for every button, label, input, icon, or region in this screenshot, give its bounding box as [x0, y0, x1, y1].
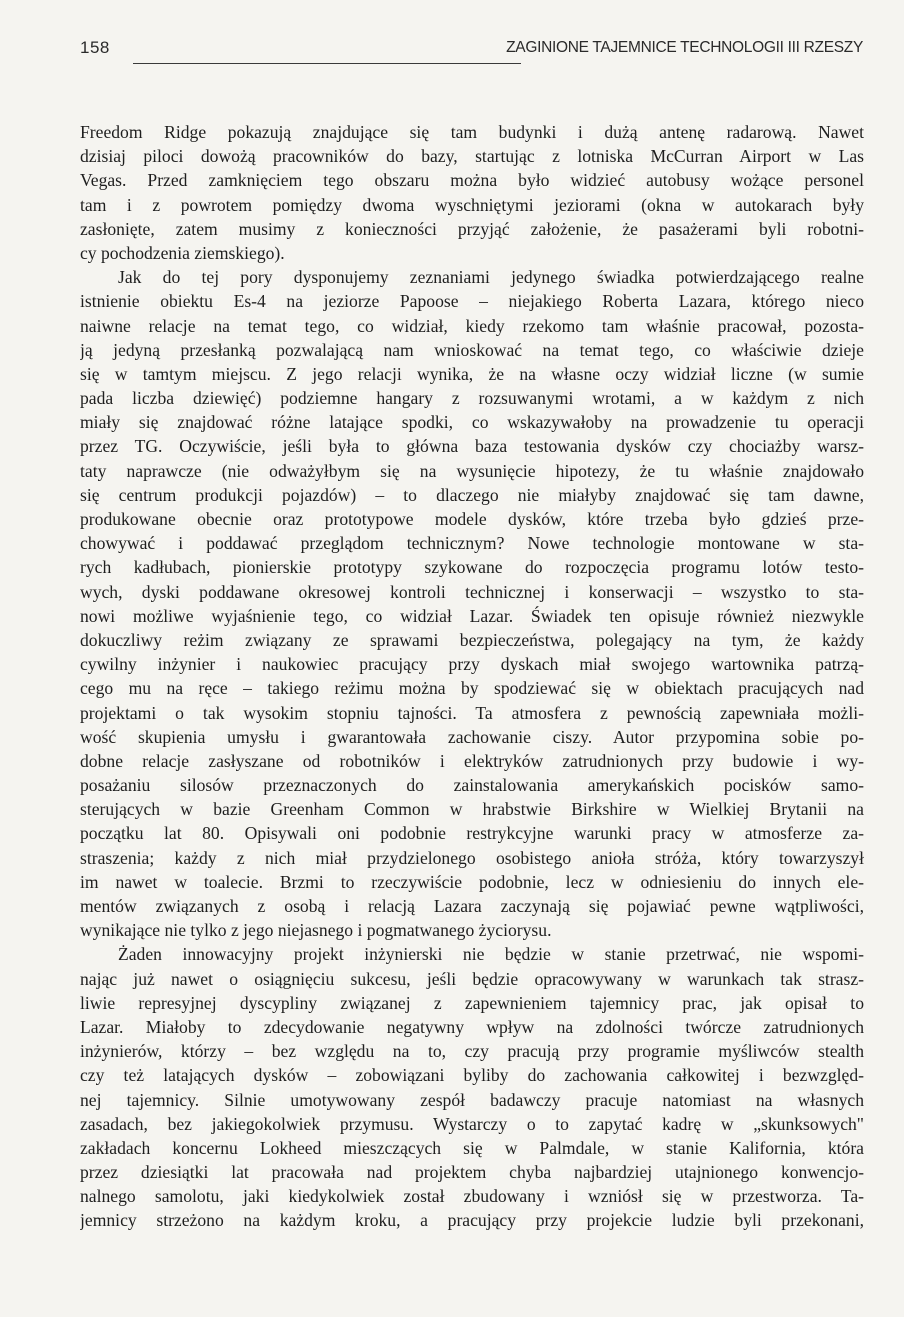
text-line: cego mu na ręce – takiego reżimu można by spodziewać się w obiektach pracujących nad [80, 678, 864, 699]
text-line: rych kadłubach, pionierskie prototypy szykowane do rozpoczęcia programu lotów testo- [80, 557, 864, 578]
text-line: czy też latających dysków – zobowiązani byliby do zachowania całkowitej i bezwzględ- [80, 1065, 864, 1086]
text-line: nalnego samolotu, jaki kiedykolwiek został zbudowany i wzniósł się w przestworza. Ta- [80, 1186, 864, 1207]
page-header [80, 38, 863, 64]
text-line: wynikające nie tylko z jego niejasnego i pogmatwanego życiorysu. [80, 920, 552, 941]
text-line: miały się znajdować różne latające spodki, co wskazywałoby na prowadzenie tu operacji [80, 412, 864, 433]
text-line: cy pochodzenia ziemskiego). [80, 242, 285, 263]
text-line: nając już nawet o osiągnięciu sukcesu, jeśli będzie opracowywany w warunkach tak strasz- [80, 968, 864, 989]
text-line: pada liczba dziewięć) podziemne hangary z rozsuwanymi wrotami, a w każdym z nich [80, 388, 864, 409]
text-line: ją jedyną przesłanką pozwalającą nam wnioskować na temat tego, co właściwie dzieje [80, 339, 864, 360]
text-line: zasłonięte, zatem musimy z konieczności przyjąć założenie, że pasażerami byli robotni- [80, 218, 864, 239]
body-text [80, 120, 864, 1233]
text-line: sterujących w bazie Greenham Common w hrabstwie Birkshire w Wielkiej Brytanii na [80, 799, 864, 820]
text-line: się centrum produkcji pojazdów) – to dlaczego nie miałyby znajdować się tam dawne, [80, 484, 864, 505]
text-line: naiwne relacje na temat tego, co widział, kiedy rzekomo tam właśnie pracował, pozosta- [80, 315, 864, 336]
header-rule [133, 63, 521, 64]
text-line: początku lat 80. Opisywali oni podobnie restrykcyjne warunki pracy w atmosferze za- [80, 823, 864, 844]
text-line: im nawet w toalecie. Brzmi to rzeczywiście podobnie, lecz w odniesieniu do innych ele- [80, 871, 864, 892]
text-line: produkowane obecnie oraz prototypowe modele dysków, które trzeba było gdzieś prze- [80, 509, 864, 529]
text-line: dobne relacje zasłyszane od robotników i elektryków zatrudnionych przy budowie i wy- [80, 750, 864, 771]
text-line: projektami o tak wysokim stopniu tajności. Ta atmosfera z pewnością zapewniała możli- [80, 702, 864, 723]
text-line: straszenia; każdy z nich miał przydzielonego osobistego anioła stróża, który towarzyszył [80, 847, 864, 868]
text-line: Żaden innowacyjny projekt inżynierski nie będzie w stanie przetrwać, nie wspomi- [118, 944, 864, 965]
text-line: przez TG. Oczywiście, jeśli była to główna baza testowania dysków czy chociażby warsz- [80, 436, 864, 457]
text-line: Vegas. Przed zamknięciem tego obszaru można było widzieć autobusy wożące personel [80, 170, 864, 191]
text-line: cywilny inżynier i naukowiec pracujący przy dyskach miał swojego wartownika patrzą- [80, 654, 864, 675]
paragraph-1 [80, 120, 864, 265]
running-title: ZAGINIONE TAJEMNICE TECHNOLOGII III RZESZY [506, 39, 863, 56]
text-line: wych, dyski poddawane okresowej kontroli technicznej i konserwacji – wszystko to sta- [80, 581, 864, 602]
text-line: inżynierów, którzy – bez względu na to, czy pracują przy programie myśliwców stealth [80, 1041, 864, 1062]
paragraph-2 [80, 265, 864, 942]
text-line: liwie represyjnej dyscypliny związanej z zapewnieniem tajemnicy prac, jak opisał to [80, 992, 864, 1013]
text-line: Jak do tej pory dysponujemy zeznaniami jedynego świadka potwierdzającego realne [118, 267, 864, 288]
text-line: jemnicy strzeżono na każdym kroku, a pracujący przy projekcie ludzie byli przekonani, [80, 1210, 864, 1231]
text-line: chowywać i poddawać przeglądom technicznym? Nowe technologie montowane w sta- [80, 533, 864, 554]
text-line: dzisiaj piloci dowożą pracowników do bazy, startując z lotniska McCurran Airport w Las [80, 146, 864, 167]
text-line: przez dziesiątki lat pracowała nad projektem chyba najbardziej utajnionego konwencjo- [80, 1162, 864, 1183]
text-line: mentów związanych z osobą i relacją Lazara zaczynają się pojawiać pewne wątpliwości, [80, 896, 864, 916]
text-line: Freedom Ridge pokazują znajdujące się tam budynki i dużą antenę radarową. Nawet [80, 122, 864, 142]
text-line: nej tajemnicy. Silnie umotywowany zespół badawczy pracuje natomiast na własnych [80, 1089, 864, 1110]
text-line: wość skupienia umysłu i gwarantowała zachowanie ciszy. Autor przypomina sobie po- [80, 726, 864, 747]
text-line: zakładach koncernu Lokheed mieszczących się w Palmdale, w stanie Kalifornia, która [80, 1137, 864, 1158]
text-line: tam i z powrotem pomiędzy dwoma wyschniętymi jeziorami (okna w autokarach były [80, 194, 864, 215]
text-line: zasadach, bez jakiegokolwiek przymusu. Wystarczy o to zapytać kadrę w „skunksowych" [80, 1113, 864, 1134]
text-line: dokuczliwy reżim związany ze sprawami bezpieczeństwa, polegający na tym, że każdy [80, 629, 864, 650]
paragraph-3 [80, 942, 864, 1232]
text-line: się w tamtym miejscu. Z jego relacji wynika, że na własne oczy widział liczne (w sumie [80, 363, 864, 384]
page-number: 158 [80, 38, 110, 57]
text-line: Lazar. Miałoby to zdecydowanie negatywny wpływ na zdolności twórcze zatrudnionych [80, 1016, 864, 1037]
text-line: posażaniu silosów przeznaczonych do zainstalowania amerykańskich pocisków samo- [80, 775, 864, 796]
text-line: nowi możliwe wyjaśnienie tego, co widział Lazar. Świadek ten opisuje również niezwykle [80, 605, 864, 626]
text-line: taty naprawcze (nie odważyłbym się na wysunięcie hipotezy, że tu właśnie znajdowało [80, 460, 864, 481]
text-line: istnienie obiektu Es-4 na jeziorze Papoose – niejakiego Roberta Lazara, którego nieco [80, 291, 864, 312]
